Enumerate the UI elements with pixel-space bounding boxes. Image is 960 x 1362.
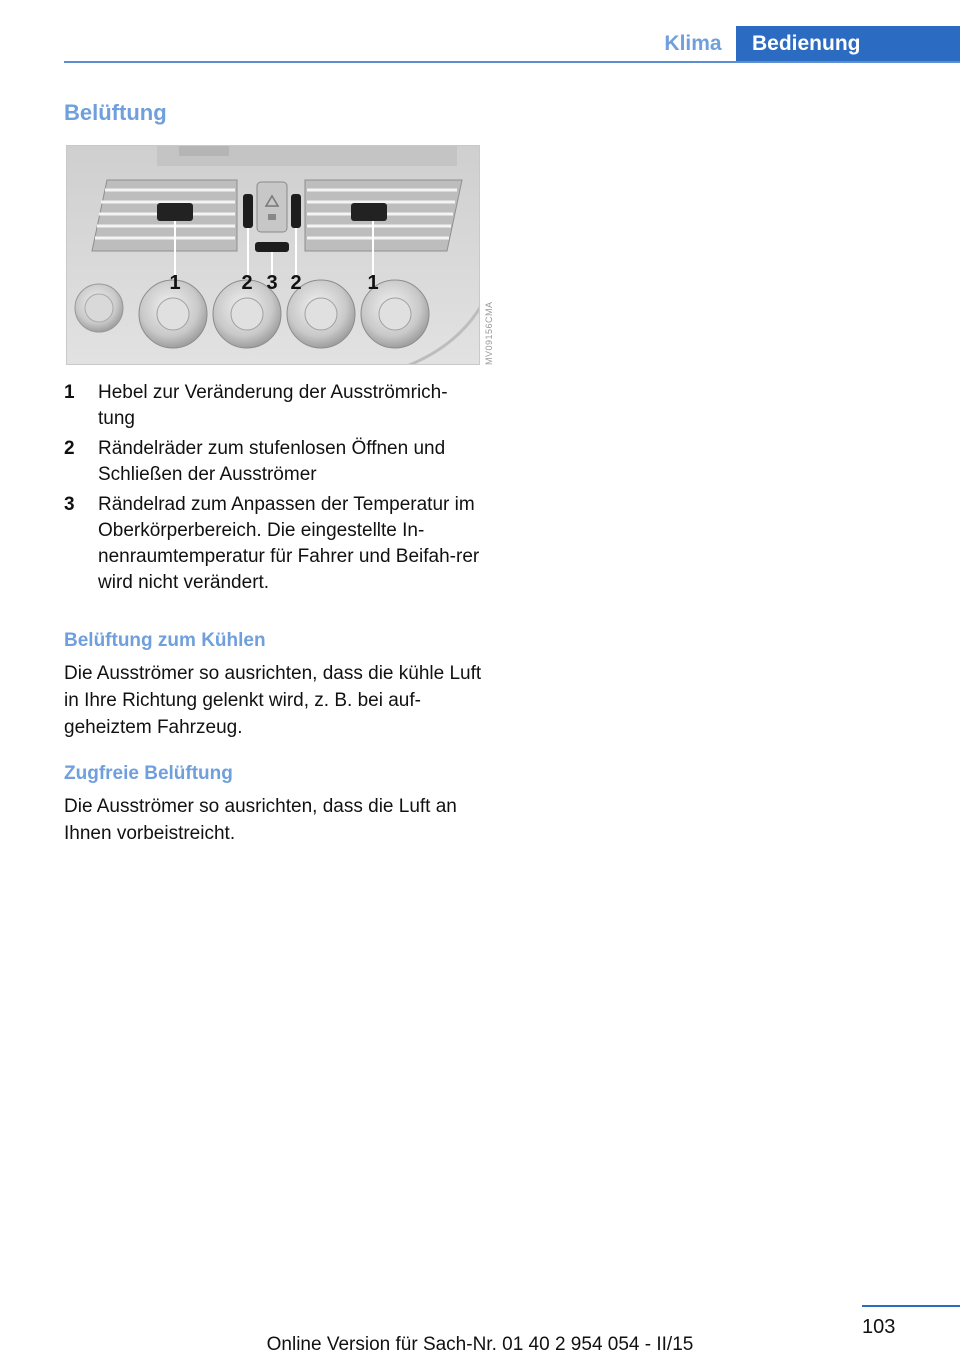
subheading-draft-free: Zugfreie Belüftung	[64, 763, 233, 784]
legend-text: Hebel zur Veränderung der Ausströmrich‐tung	[98, 382, 448, 429]
header-tab-bedienung: Bedienung	[736, 26, 960, 63]
callout-3: 3	[266, 272, 278, 294]
section-title: Belüftung	[64, 100, 167, 125]
subheading-cooling: Belüftung zum Kühlen	[64, 630, 266, 651]
air-vent-illustration	[67, 146, 480, 365]
legend-number: 3	[64, 494, 75, 515]
figure-code: MV09156CMA	[484, 301, 494, 365]
page-number: 103	[862, 1316, 896, 1338]
callout-2-right: 2	[290, 272, 302, 294]
callout-1-left: 1	[169, 272, 181, 294]
legend-list	[64, 380, 484, 600]
header-tab-klima: Klima	[664, 32, 722, 55]
callout-2-left: 2	[241, 272, 253, 294]
paragraph-cooling: Die Ausströmer so ausrichten, dass die kühle Luft in Ihre Richtung gelenkt wird, z. B. bei auf‐geheiztem Fahrzeug.	[64, 663, 482, 738]
legend-item	[64, 436, 484, 488]
legend-text: Rändelrad zum Anpassen der Temperatur im Oberkörperbereich. Die eingestellte In‐nenraumtemperatur für Fahrer und Beifah‐rer wird nicht verändert.	[98, 494, 480, 593]
air-vent-figure	[66, 145, 480, 365]
footer-rule	[862, 1305, 960, 1307]
legend-text: Rändelräder zum stufenlosen Öffnen und Schließen der Ausströmer	[98, 438, 446, 485]
legend-number: 2	[64, 438, 75, 459]
legend-number: 1	[64, 382, 75, 403]
header-rule	[64, 61, 960, 63]
legend-item	[64, 492, 484, 596]
paragraph-draft-free: Die Ausströmer so ausrichten, dass die Luft an Ihnen vorbeistreicht.	[64, 796, 457, 844]
footer-text: Online Version für Sach-Nr. 01 40 2 954 054 - II/15	[266, 1334, 694, 1355]
callout-1-right: 1	[367, 272, 379, 294]
legend-item	[64, 380, 484, 432]
